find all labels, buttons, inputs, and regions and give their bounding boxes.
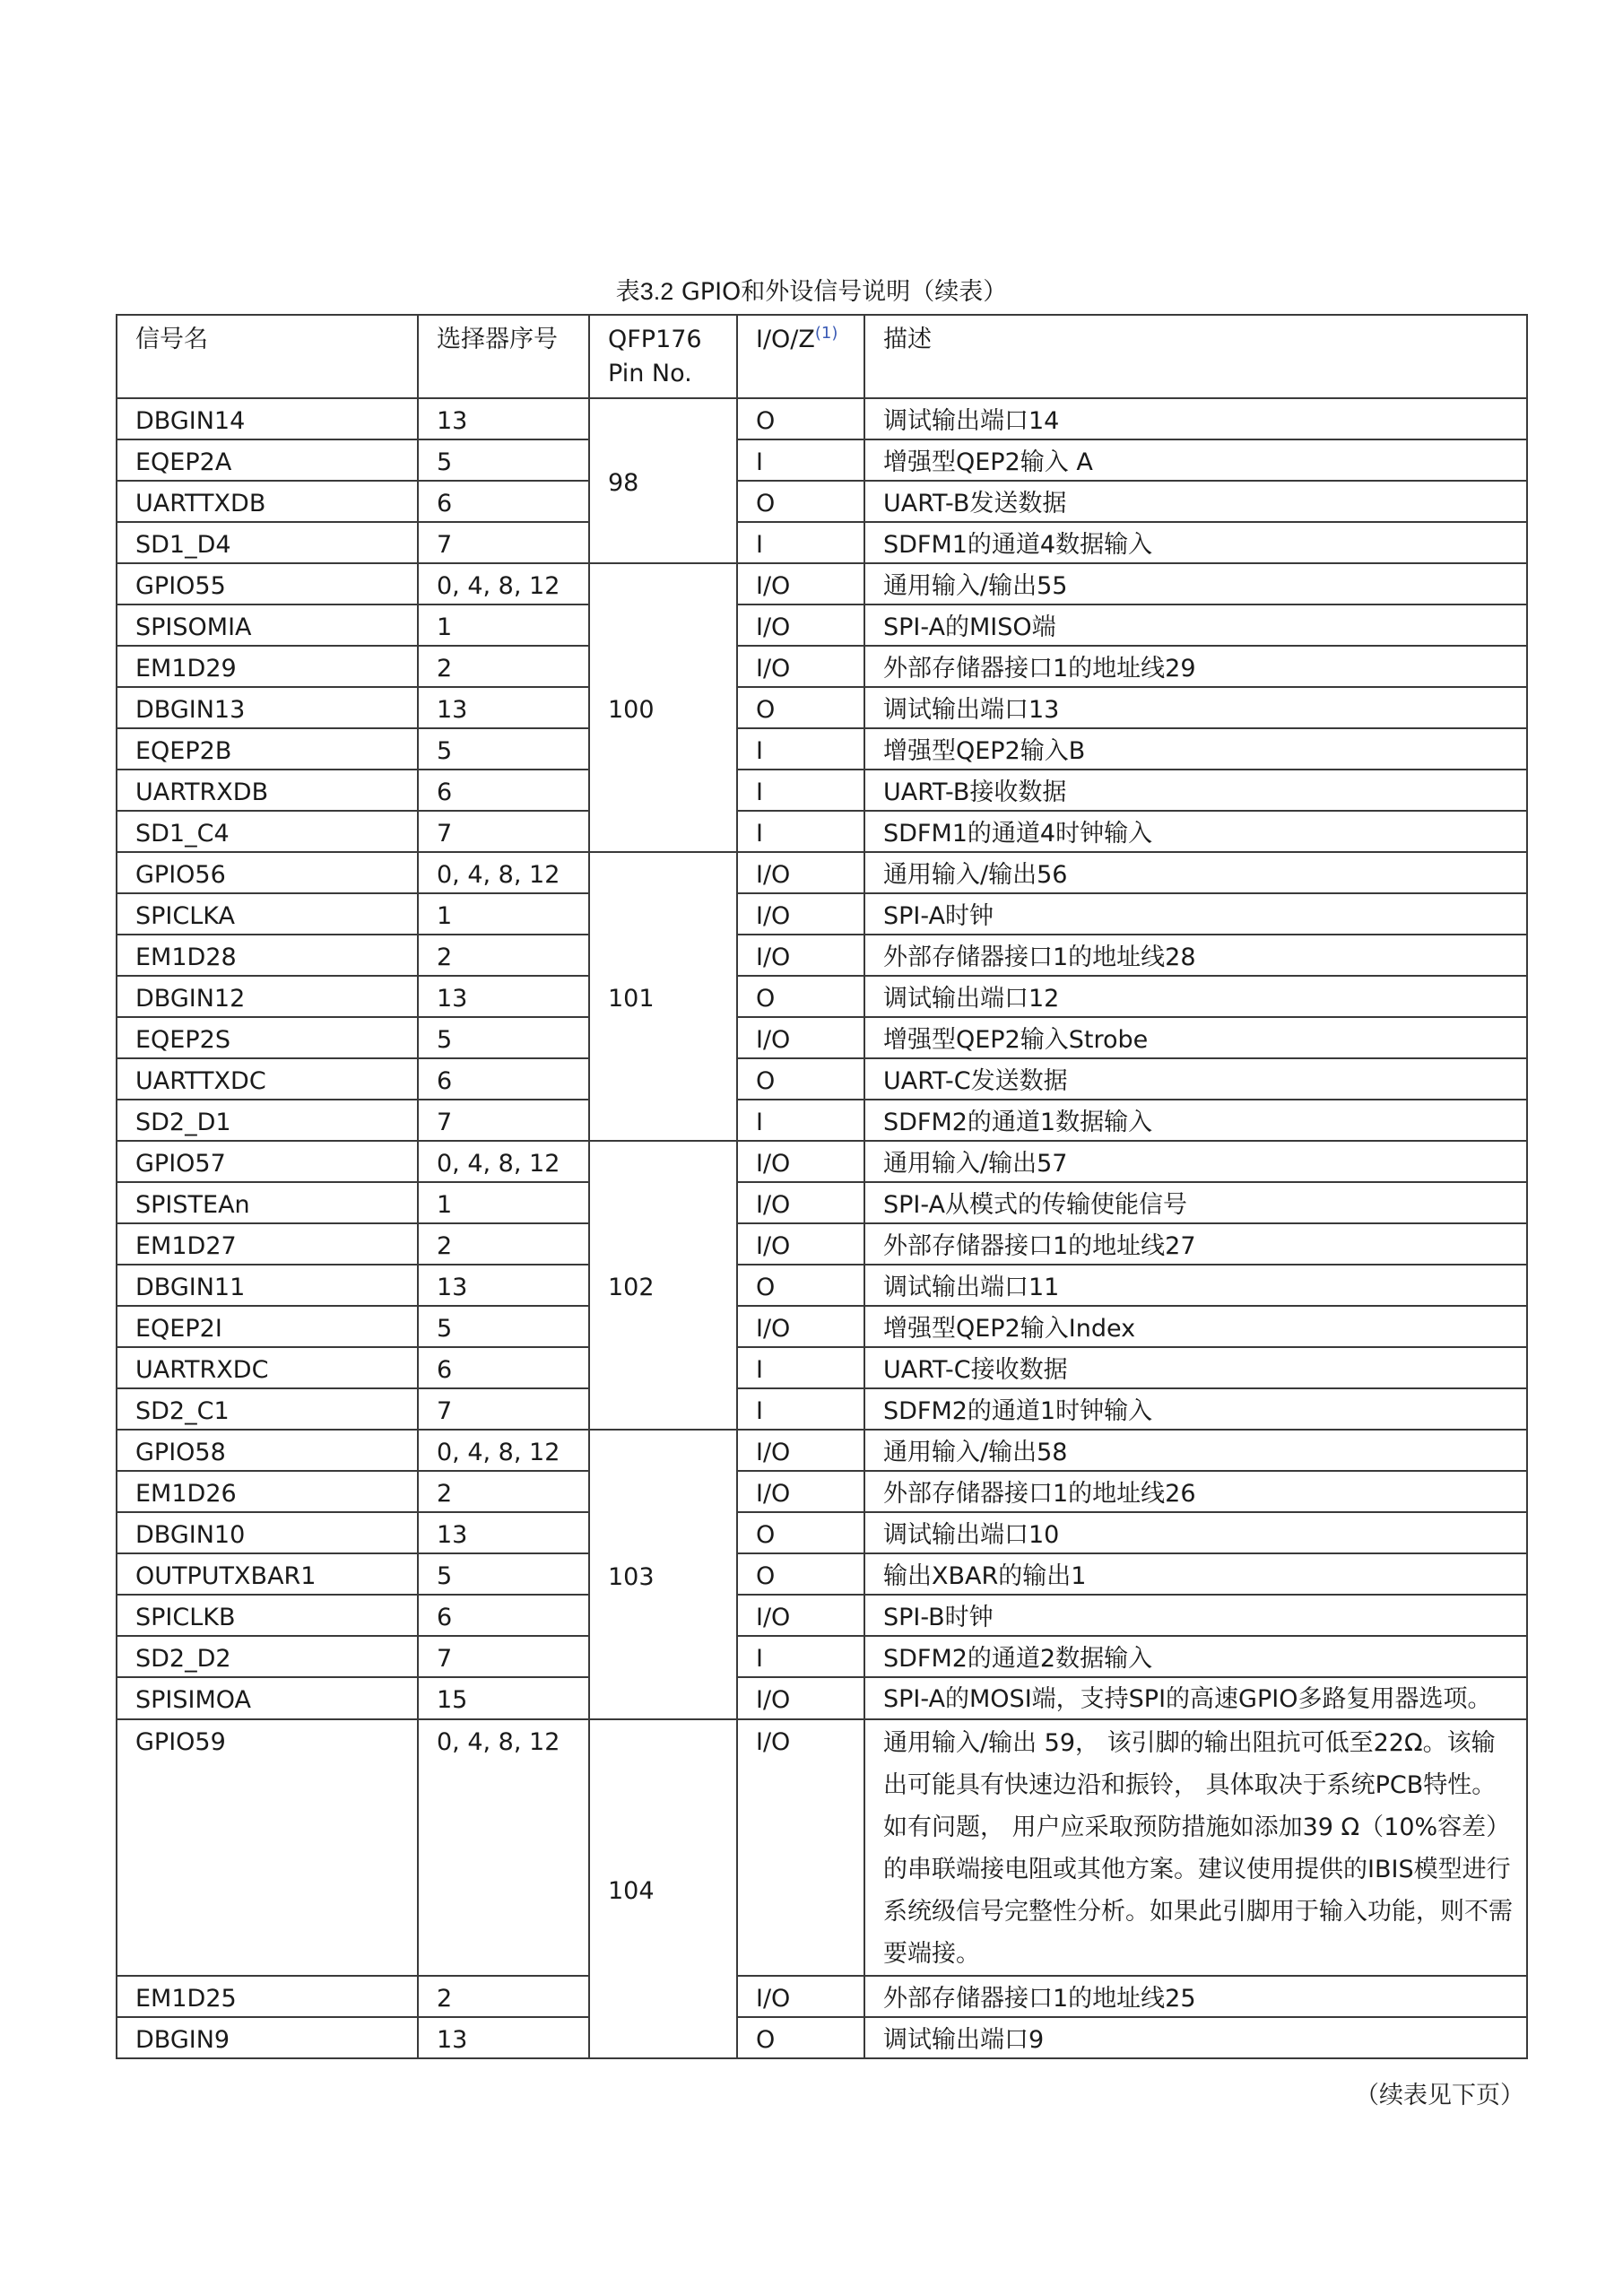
table-row	[117, 1141, 1527, 1182]
mux-index-cell: 0, 4, 8, 12	[418, 1719, 589, 1976]
table-row	[117, 811, 1527, 852]
signal-name-cell: GPIO57	[117, 1141, 418, 1182]
signal-name-cell: DBGIN9	[117, 2017, 418, 2058]
footnote-ref[interactable]: (1)	[814, 324, 838, 343]
description-cell: SPI-A的MOSI端，支持SPI的高速GPIO多路复用器选项。	[864, 1677, 1527, 1719]
description-cell: 外部存储器接口1的地址线26	[864, 1471, 1527, 1512]
io-type-cell: I/O	[737, 1182, 864, 1223]
table-row	[117, 1265, 1527, 1306]
pin-number-cell: 102	[589, 1141, 737, 1430]
io-type-cell: I/O	[737, 1141, 864, 1182]
io-type-cell: O	[737, 2017, 864, 2058]
mux-index-cell: 1	[418, 1182, 589, 1223]
mux-index-cell: 1	[418, 604, 589, 646]
signal-name-cell: GPIO58	[117, 1430, 418, 1471]
description-cell: 调试输出端口13	[864, 687, 1527, 728]
io-type-cell: I	[737, 439, 864, 481]
signal-name-cell: DBGIN12	[117, 976, 418, 1017]
description-cell: SPI-A时钟	[864, 893, 1527, 935]
table-header-row	[117, 315, 1527, 398]
io-type-cell: O	[737, 481, 864, 522]
table-row	[117, 1553, 1527, 1595]
table-caption	[0, 274, 1623, 309]
mux-index-cell: 5	[418, 439, 589, 481]
header-mux: 选择器序号	[418, 315, 589, 398]
description-cell: UART-B发送数据	[864, 481, 1527, 522]
signal-name-cell: GPIO56	[117, 852, 418, 893]
mux-index-cell: 13	[418, 2017, 589, 2058]
description-cell: SPI-A的MISO端	[864, 604, 1527, 646]
table-row	[117, 1595, 1527, 1636]
header-io	[737, 315, 864, 398]
table-row	[117, 522, 1527, 563]
mux-index-cell: 7	[418, 522, 589, 563]
signal-name-cell: EM1D26	[117, 1471, 418, 1512]
mux-index-cell: 6	[418, 1595, 589, 1636]
table-row	[117, 604, 1527, 646]
mux-index-cell: 0, 4, 8, 12	[418, 1141, 589, 1182]
table-row	[117, 893, 1527, 935]
description-cell: SPI-B时钟	[864, 1595, 1527, 1636]
io-type-cell: O	[737, 1512, 864, 1553]
signal-name-cell: OUTPUTXBAR1	[117, 1553, 418, 1595]
table-row	[117, 1430, 1527, 1471]
signal-name-cell: SPICLKB	[117, 1595, 418, 1636]
io-type-cell: I	[737, 770, 864, 811]
signal-name-cell: UARTRXDC	[117, 1347, 418, 1388]
pin-number-cell: 100	[589, 563, 737, 852]
signal-name-cell: EQEP2A	[117, 439, 418, 481]
io-type-cell: I/O	[737, 1471, 864, 1512]
io-type-cell: I/O	[737, 604, 864, 646]
io-type-cell: I/O	[737, 1595, 864, 1636]
signal-name-cell: EQEP2I	[117, 1306, 418, 1347]
mux-index-cell: 7	[418, 1636, 589, 1677]
description-cell: 增强型QEP2输入Index	[864, 1306, 1527, 1347]
io-type-cell: I/O	[737, 852, 864, 893]
io-type-cell: I/O	[737, 935, 864, 976]
table-row	[117, 646, 1527, 687]
signal-name-cell: EM1D27	[117, 1223, 418, 1265]
mux-index-cell: 7	[418, 1388, 589, 1430]
io-type-cell: I/O	[737, 1430, 864, 1471]
description-cell: 增强型QEP2输入 A	[864, 439, 1527, 481]
mux-index-cell: 15	[418, 1677, 589, 1719]
mux-index-cell: 2	[418, 1976, 589, 2017]
table-row	[117, 1388, 1527, 1430]
io-type-cell: I/O	[737, 646, 864, 687]
signal-name-cell: SD1_C4	[117, 811, 418, 852]
header-pin-line2: Pin No.	[608, 360, 692, 387]
description-cell: SDFM2的通道2数据输入	[864, 1636, 1527, 1677]
table-row	[117, 1058, 1527, 1100]
io-type-cell: I/O	[737, 1976, 864, 2017]
mux-index-cell: 2	[418, 646, 589, 687]
signal-name-cell: GPIO59	[117, 1719, 418, 1976]
io-type-cell: O	[737, 1058, 864, 1100]
header-io-label: I/O/Z	[756, 326, 815, 353]
continued-note: （续表见下页）	[1355, 2082, 1524, 2109]
mux-index-cell: 6	[418, 1347, 589, 1388]
mux-index-cell: 0, 4, 8, 12	[418, 563, 589, 604]
gpio-signal-table	[116, 314, 1528, 2059]
description-cell: SPI-A从模式的传输使能信号	[864, 1182, 1527, 1223]
signal-name-cell: DBGIN14	[117, 398, 418, 439]
io-type-cell: I	[737, 1100, 864, 1141]
io-type-cell: I/O	[737, 1223, 864, 1265]
io-type-cell: I/O	[737, 563, 864, 604]
table-body	[117, 398, 1527, 2058]
table-row	[117, 1223, 1527, 1265]
signal-name-cell: SPICLKA	[117, 893, 418, 935]
table-row	[117, 1182, 1527, 1223]
description-cell: 增强型QEP2输入B	[864, 728, 1527, 770]
description-cell: 调试输出端口9	[864, 2017, 1527, 2058]
mux-index-cell: 7	[418, 811, 589, 852]
signal-name-cell: UARTTXDB	[117, 481, 418, 522]
table-row	[117, 1677, 1527, 1719]
mux-index-cell: 5	[418, 1553, 589, 1595]
mux-index-cell: 13	[418, 398, 589, 439]
description-cell: SDFM1的通道4时钟输入	[864, 811, 1527, 852]
mux-index-cell: 2	[418, 935, 589, 976]
io-type-cell: O	[737, 687, 864, 728]
signal-name-cell: EQEP2S	[117, 1017, 418, 1058]
description-cell: 外部存储器接口1的地址线28	[864, 935, 1527, 976]
description-cell: 增强型QEP2输入Strobe	[864, 1017, 1527, 1058]
io-type-cell: I	[737, 1388, 864, 1430]
table-row	[117, 1017, 1527, 1058]
signal-name-cell: GPIO55	[117, 563, 418, 604]
description-cell: 输出XBAR的输出1	[864, 1553, 1527, 1595]
description-cell: 调试输出端口12	[864, 976, 1527, 1017]
signal-name-cell: SD1_D4	[117, 522, 418, 563]
table-row	[117, 1636, 1527, 1677]
mux-index-cell: 2	[418, 1223, 589, 1265]
description-cell: UART-C发送数据	[864, 1058, 1527, 1100]
signal-name-cell: SPISOMIA	[117, 604, 418, 646]
header-signal: 信号名	[117, 315, 418, 398]
signal-name-cell: DBGIN11	[117, 1265, 418, 1306]
mux-index-cell: 6	[418, 1058, 589, 1100]
signal-name-cell: EM1D25	[117, 1976, 418, 2017]
mux-index-cell: 13	[418, 976, 589, 1017]
mux-index-cell: 5	[418, 1306, 589, 1347]
table-row	[117, 976, 1527, 1017]
description-cell: 调试输出端口14	[864, 398, 1527, 439]
mux-index-cell: 6	[418, 481, 589, 522]
io-type-cell: O	[737, 398, 864, 439]
table-row	[117, 852, 1527, 893]
signal-name-cell: UARTRXDB	[117, 770, 418, 811]
io-type-cell: I/O	[737, 1306, 864, 1347]
description-cell: 调试输出端口11	[864, 1265, 1527, 1306]
io-type-cell: I	[737, 811, 864, 852]
io-type-cell: I	[737, 522, 864, 563]
description-cell: SDFM2的通道1数据输入	[864, 1100, 1527, 1141]
table-row	[117, 687, 1527, 728]
header-desc: 描述	[864, 315, 1527, 398]
signal-name-cell: SD2_C1	[117, 1388, 418, 1430]
signal-name-cell: EM1D28	[117, 935, 418, 976]
signal-name-cell: EM1D29	[117, 646, 418, 687]
signal-name-cell: UARTTXDC	[117, 1058, 418, 1100]
io-type-cell: I/O	[737, 1017, 864, 1058]
table-row	[117, 481, 1527, 522]
io-type-cell: I/O	[737, 893, 864, 935]
header-pin-line1: QFP176	[608, 326, 702, 353]
pin-number-cell: 98	[589, 398, 737, 563]
mux-index-cell: 13	[418, 1512, 589, 1553]
io-type-cell: O	[737, 976, 864, 1017]
mux-index-cell: 5	[418, 1017, 589, 1058]
description-cell: UART-C接收数据	[864, 1347, 1527, 1388]
description-cell: UART-B接收数据	[864, 770, 1527, 811]
description-cell: 通用输入/输出58	[864, 1430, 1527, 1471]
mux-index-cell: 6	[418, 770, 589, 811]
io-type-cell: O	[737, 1553, 864, 1595]
io-type-cell: I/O	[737, 1719, 864, 1976]
table-row	[117, 728, 1527, 770]
description-cell: 通用输入/输出 59， 该引脚的输出阻抗可低至22Ω。该输出可能具有快速边沿和振铃， 具体取决于系统PCB特性。 如有问题， 用户应采取预防措施如添加39 Ω（10%容差）的串联端接电阻或其他方案。建议使用提供的IBIS模型进行系统级信号完整性分析。如果此引脚用于输入功能，则不需要端接。	[864, 1719, 1527, 1976]
pin-number-cell: 101	[589, 852, 737, 1141]
description-cell: 外部存储器接口1的地址线25	[864, 1976, 1527, 2017]
description-cell: 调试输出端口10	[864, 1512, 1527, 1553]
table-row	[117, 1512, 1527, 1553]
pin-number-cell: 103	[589, 1430, 737, 1719]
io-type-cell: I	[737, 728, 864, 770]
table-row	[117, 439, 1527, 481]
signal-name-cell: DBGIN13	[117, 687, 418, 728]
mux-index-cell: 1	[418, 893, 589, 935]
io-type-cell: I/O	[737, 1677, 864, 1719]
mux-index-cell: 2	[418, 1471, 589, 1512]
signal-name-cell: SD2_D1	[117, 1100, 418, 1141]
signal-name-cell: SPISIMOA	[117, 1677, 418, 1719]
table-row	[117, 398, 1527, 439]
table-row	[117, 935, 1527, 976]
table-row	[117, 563, 1527, 604]
description-cell: 通用输入/输出55	[864, 563, 1527, 604]
description-cell: SDFM2的通道1时钟输入	[864, 1388, 1527, 1430]
io-type-cell: I	[737, 1636, 864, 1677]
table-row	[117, 1347, 1527, 1388]
table-row	[117, 1471, 1527, 1512]
mux-index-cell: 13	[418, 1265, 589, 1306]
description-cell: 通用输入/输出57	[864, 1141, 1527, 1182]
table-title: GPIO和外设信号说明（续表）	[681, 278, 1008, 306]
pin-number-cell: 104	[589, 1719, 737, 2058]
table-row	[117, 1976, 1527, 2017]
signal-name-cell: SPISTEAn	[117, 1182, 418, 1223]
description-cell: SDFM1的通道4数据输入	[864, 522, 1527, 563]
table-row	[117, 1306, 1527, 1347]
io-type-cell: I	[737, 1347, 864, 1388]
signal-name-cell: EQEP2B	[117, 728, 418, 770]
table-row	[117, 2017, 1527, 2058]
description-cell: 外部存储器接口1的地址线27	[864, 1223, 1527, 1265]
mux-index-cell: 5	[418, 728, 589, 770]
mux-index-cell: 7	[418, 1100, 589, 1141]
description-cell: 通用输入/输出56	[864, 852, 1527, 893]
mux-index-cell: 13	[418, 687, 589, 728]
table-row	[117, 1719, 1527, 1976]
mux-index-cell: 0, 4, 8, 12	[418, 1430, 589, 1471]
table-row	[117, 1100, 1527, 1141]
signal-name-cell: SD2_D2	[117, 1636, 418, 1677]
mux-index-cell: 0, 4, 8, 12	[418, 852, 589, 893]
signal-name-cell: DBGIN10	[117, 1512, 418, 1553]
table-row	[117, 770, 1527, 811]
header-pin	[589, 315, 737, 398]
table-number: 表3.2	[615, 278, 674, 305]
description-cell: 外部存储器接口1的地址线29	[864, 646, 1527, 687]
io-type-cell: O	[737, 1265, 864, 1306]
